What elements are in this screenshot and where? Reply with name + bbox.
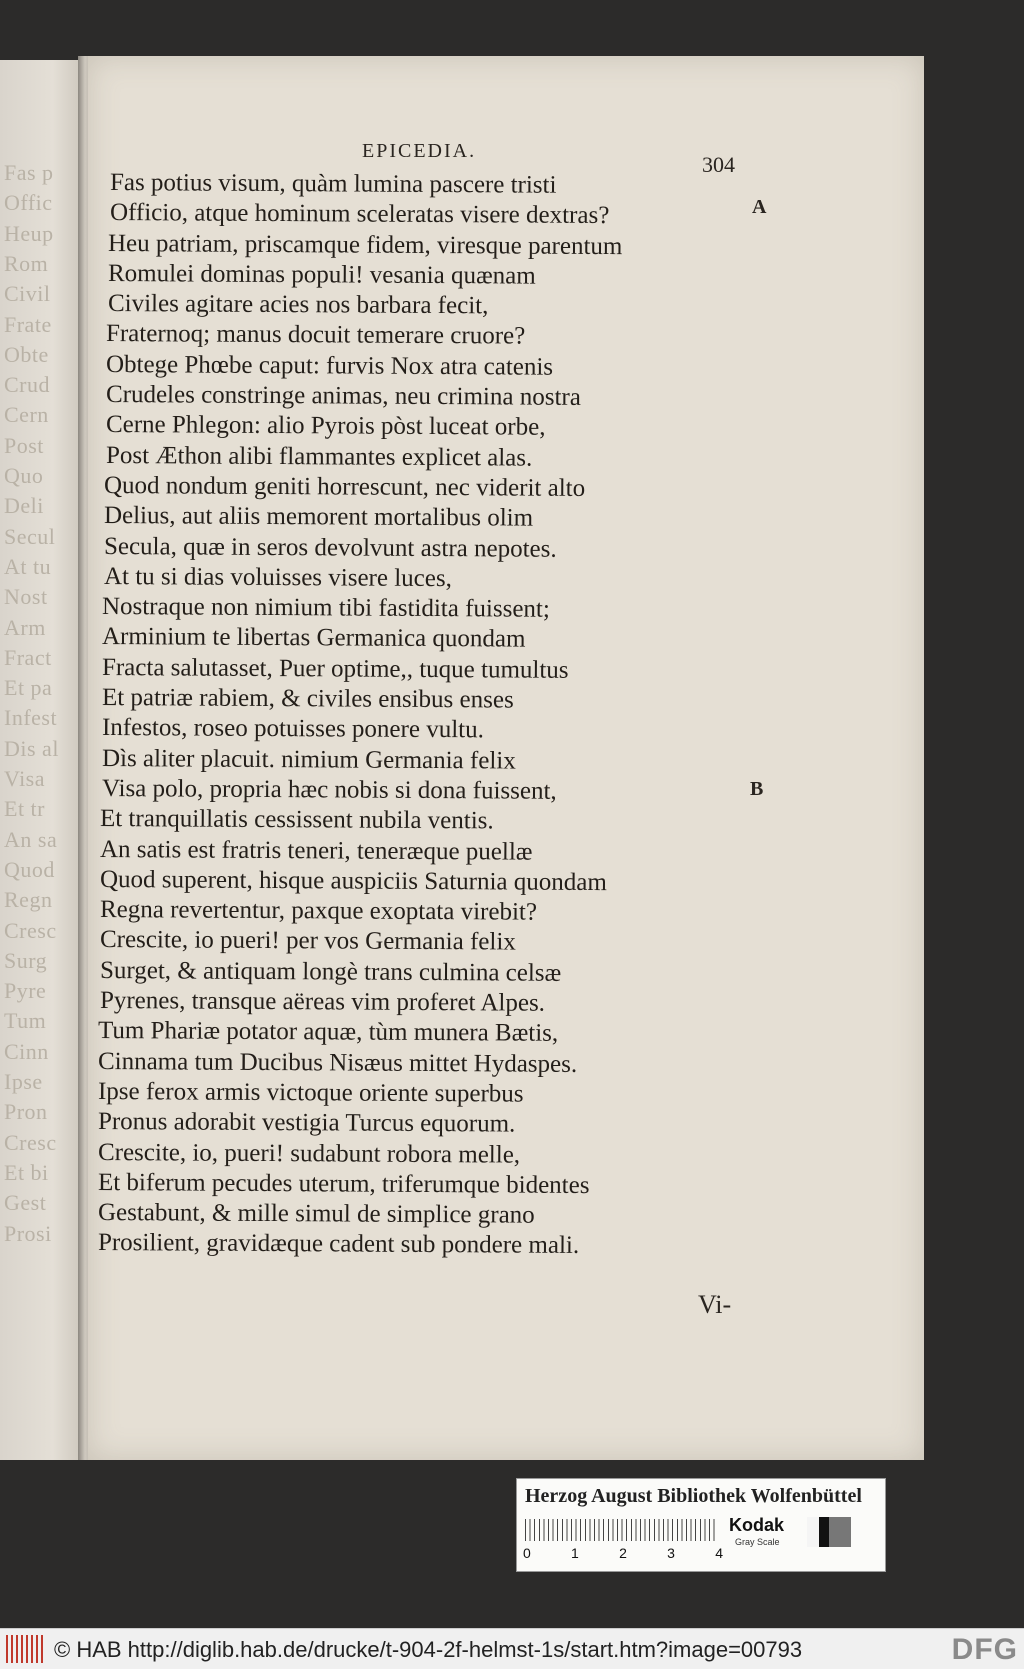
verse-line: Gestabunt, & mille simul de simplice grano xyxy=(97,1199,535,1229)
verse-line: Arminium te libertas Germanica quondam xyxy=(101,623,526,654)
facing-page-fragment: Fas p xyxy=(4,160,54,185)
barcode-icon xyxy=(6,1635,46,1663)
facing-page-fragment: Gest xyxy=(4,1190,47,1216)
verse-line: Officio, atque hominum sceleratas visere dextras? xyxy=(109,199,610,230)
facing-page-fragment: Cresc xyxy=(4,1129,57,1155)
verse-line: Secula, quæ in seros devolvunt astra nepotes. xyxy=(103,532,557,563)
margin-letter-a: A xyxy=(752,196,767,218)
verse-line: At tu si dias voluisses visere luces, xyxy=(103,562,452,592)
verse-line: Visa polo, propria hæc nobis si dona fuissent, xyxy=(101,774,557,805)
facing-page-fragment: At tu xyxy=(4,553,52,579)
facing-page-fragment: Et pa xyxy=(4,675,53,701)
facing-page-fragment: Obte xyxy=(4,341,49,367)
facing-page-fragment: Pyre xyxy=(4,978,47,1004)
margin-letter-b: B xyxy=(750,778,764,800)
facing-page-edge xyxy=(0,60,88,1460)
verse-line: Dìs aliter placuit. nimium Germania felix xyxy=(101,744,516,775)
verse-line: Tum Phariæ potator aquæ, tùm munera Bætis, xyxy=(97,1017,559,1048)
verse-line: Civiles agitare acies nos barbara fecit, xyxy=(107,290,489,320)
verse-line: Et biferum pecudes uterum, triferumque bidentes xyxy=(97,1168,590,1199)
facing-page-fragment: Et bi xyxy=(4,1159,49,1185)
facing-page-fragment: Fract xyxy=(4,644,52,670)
facing-page-fragment: Visa xyxy=(4,766,46,791)
scale-number: 3 xyxy=(667,1545,675,1561)
facing-page-fragment: Deli xyxy=(4,493,44,519)
verse-line: Fracta salutasset, Puer optime,, tuque tumultus xyxy=(101,653,569,684)
verse-line: Et patriæ rabiem, & civiles ensibus enses xyxy=(101,684,514,714)
verse-line: Ipse ferox armis victoque oriente superbus xyxy=(97,1077,524,1108)
facing-page-fragment: Offic xyxy=(4,190,53,216)
facing-page-fragment: Et tr xyxy=(4,796,45,822)
gray-scale-label: Gray Scale xyxy=(735,1537,780,1547)
verse-line: Romulei dominas populi! vesania quænam xyxy=(107,259,536,290)
verse-line: Nostraque non nimium tibi fastidita fuissent; xyxy=(101,593,550,623)
verse-line: Cinnama tum Ducibus Nisæus mittet Hydaspes. xyxy=(97,1047,578,1078)
scale-numbers xyxy=(523,1545,723,1561)
color-target-card xyxy=(516,1478,886,1572)
facing-page-fragment: Quod xyxy=(4,856,55,882)
verse-line: Infestos, roseo potuisses ponere vultu. xyxy=(101,714,484,744)
facing-page-fragment: Surg xyxy=(4,947,48,973)
facing-page-fragment: Rom xyxy=(4,250,49,276)
verse-line: Surget, & antiquam longè trans culmina celsæ xyxy=(99,956,562,987)
verse-line: Heu patriam, priscamque fidem, viresque parentum xyxy=(107,229,623,260)
facing-page-fragment: Regn xyxy=(4,887,53,913)
source-url[interactable]: © HAB http://diglib.hab.de/drucke/t-904-2f-helmst-1s/start.htm?image=00793 xyxy=(54,1637,803,1662)
verse-line: Prosilient, gravidæque cadent sub pondere mali. xyxy=(97,1229,580,1260)
facing-page-fragment: Post xyxy=(4,432,44,458)
verse-line: Delius, aut aliis memorent mortalibus olim xyxy=(103,502,534,532)
verse-line: Quod nondum geniti horrescunt, nec viderit alto xyxy=(103,471,586,502)
facing-page-fragment: Infest xyxy=(4,705,58,731)
facing-page-fragment: Civil xyxy=(4,281,51,307)
facing-page-fragment: Quo xyxy=(4,463,44,488)
verse-line: Et tranquillatis cessissent nubila ventis. xyxy=(99,805,494,835)
facing-page-fragment: Heup xyxy=(4,220,54,246)
scale-number: 0 xyxy=(523,1545,531,1561)
verse-line: An satis est fratris teneri, teneræque puellæ xyxy=(99,835,533,866)
scale-ruler xyxy=(525,1519,717,1541)
library-name: Herzog August Bibliothek Wolfenbüttel xyxy=(525,1485,862,1507)
gray-scale-patch xyxy=(807,1517,851,1547)
verse-line: Obtege Phœbe caput: furvis Nox atra catenis xyxy=(105,350,554,381)
facing-page-fragment: Tum xyxy=(4,1008,47,1034)
kodak-logo: Kodak xyxy=(729,1515,785,1535)
scale-number: 2 xyxy=(619,1545,627,1561)
facing-page-fragment: Ipse xyxy=(4,1069,43,1094)
verse-line: Fraternoq; manus docuit temerare cruore? xyxy=(105,320,526,351)
page-number: 304 xyxy=(702,152,735,177)
verse-text xyxy=(97,168,724,1260)
facing-page-fragment: Cern xyxy=(4,402,49,428)
verse-line: Crescite, io, pueri! sudabunt robora melle, xyxy=(97,1138,521,1169)
scale-number: 1 xyxy=(571,1545,579,1561)
verse-line: Crudeles constringe animas, neu crimina nostra xyxy=(105,381,581,411)
facing-page-fragment: Nost xyxy=(4,584,48,610)
scale-number: 4 xyxy=(715,1545,723,1561)
verse-line: Fas potius visum, quàm lumina pascere tristi xyxy=(109,169,557,199)
verse-line: Pyrenes, transque aëreas vim proferet Alpes. xyxy=(99,987,546,1017)
facing-page-fragment: Prosi xyxy=(4,1220,52,1246)
verse-line: Pronus adorabit vestigia Turcus equorum. xyxy=(97,1108,516,1138)
verse-line: Quod superent, hisque auspiciis Saturnia quondam xyxy=(99,865,607,896)
facing-page-fragment: Crud xyxy=(4,372,50,398)
running-head: EPICEDIA. xyxy=(362,140,477,162)
facing-page-fragment: Secul xyxy=(4,523,56,549)
verse-line: Cerne Phlegon: alio Pyrois pòst luceat orbe, xyxy=(105,411,546,442)
facing-page-fragment: Pron xyxy=(4,1099,48,1125)
facing-page-fragment: Dis al xyxy=(4,735,59,761)
dfg-logo: DFG xyxy=(951,1633,1018,1666)
facing-page-fragment: Cinn xyxy=(4,1038,49,1064)
verse-line: Regna revertentur, paxque exoptata virebit? xyxy=(99,896,538,926)
catchword: Vi- xyxy=(698,1290,732,1319)
footer-bar xyxy=(0,1628,1024,1669)
facing-page-fragment: Frate xyxy=(4,311,52,337)
verse-line: Crescite, io pueri! per vos Germania felix xyxy=(99,926,516,956)
facing-page-fragment: Cresc xyxy=(4,917,57,943)
facing-page-fragment: An sa xyxy=(4,826,58,852)
facing-page-fragment: Arm xyxy=(4,614,46,640)
verse-line: Post Æthon alibi flammantes explicet alas. xyxy=(105,441,533,472)
